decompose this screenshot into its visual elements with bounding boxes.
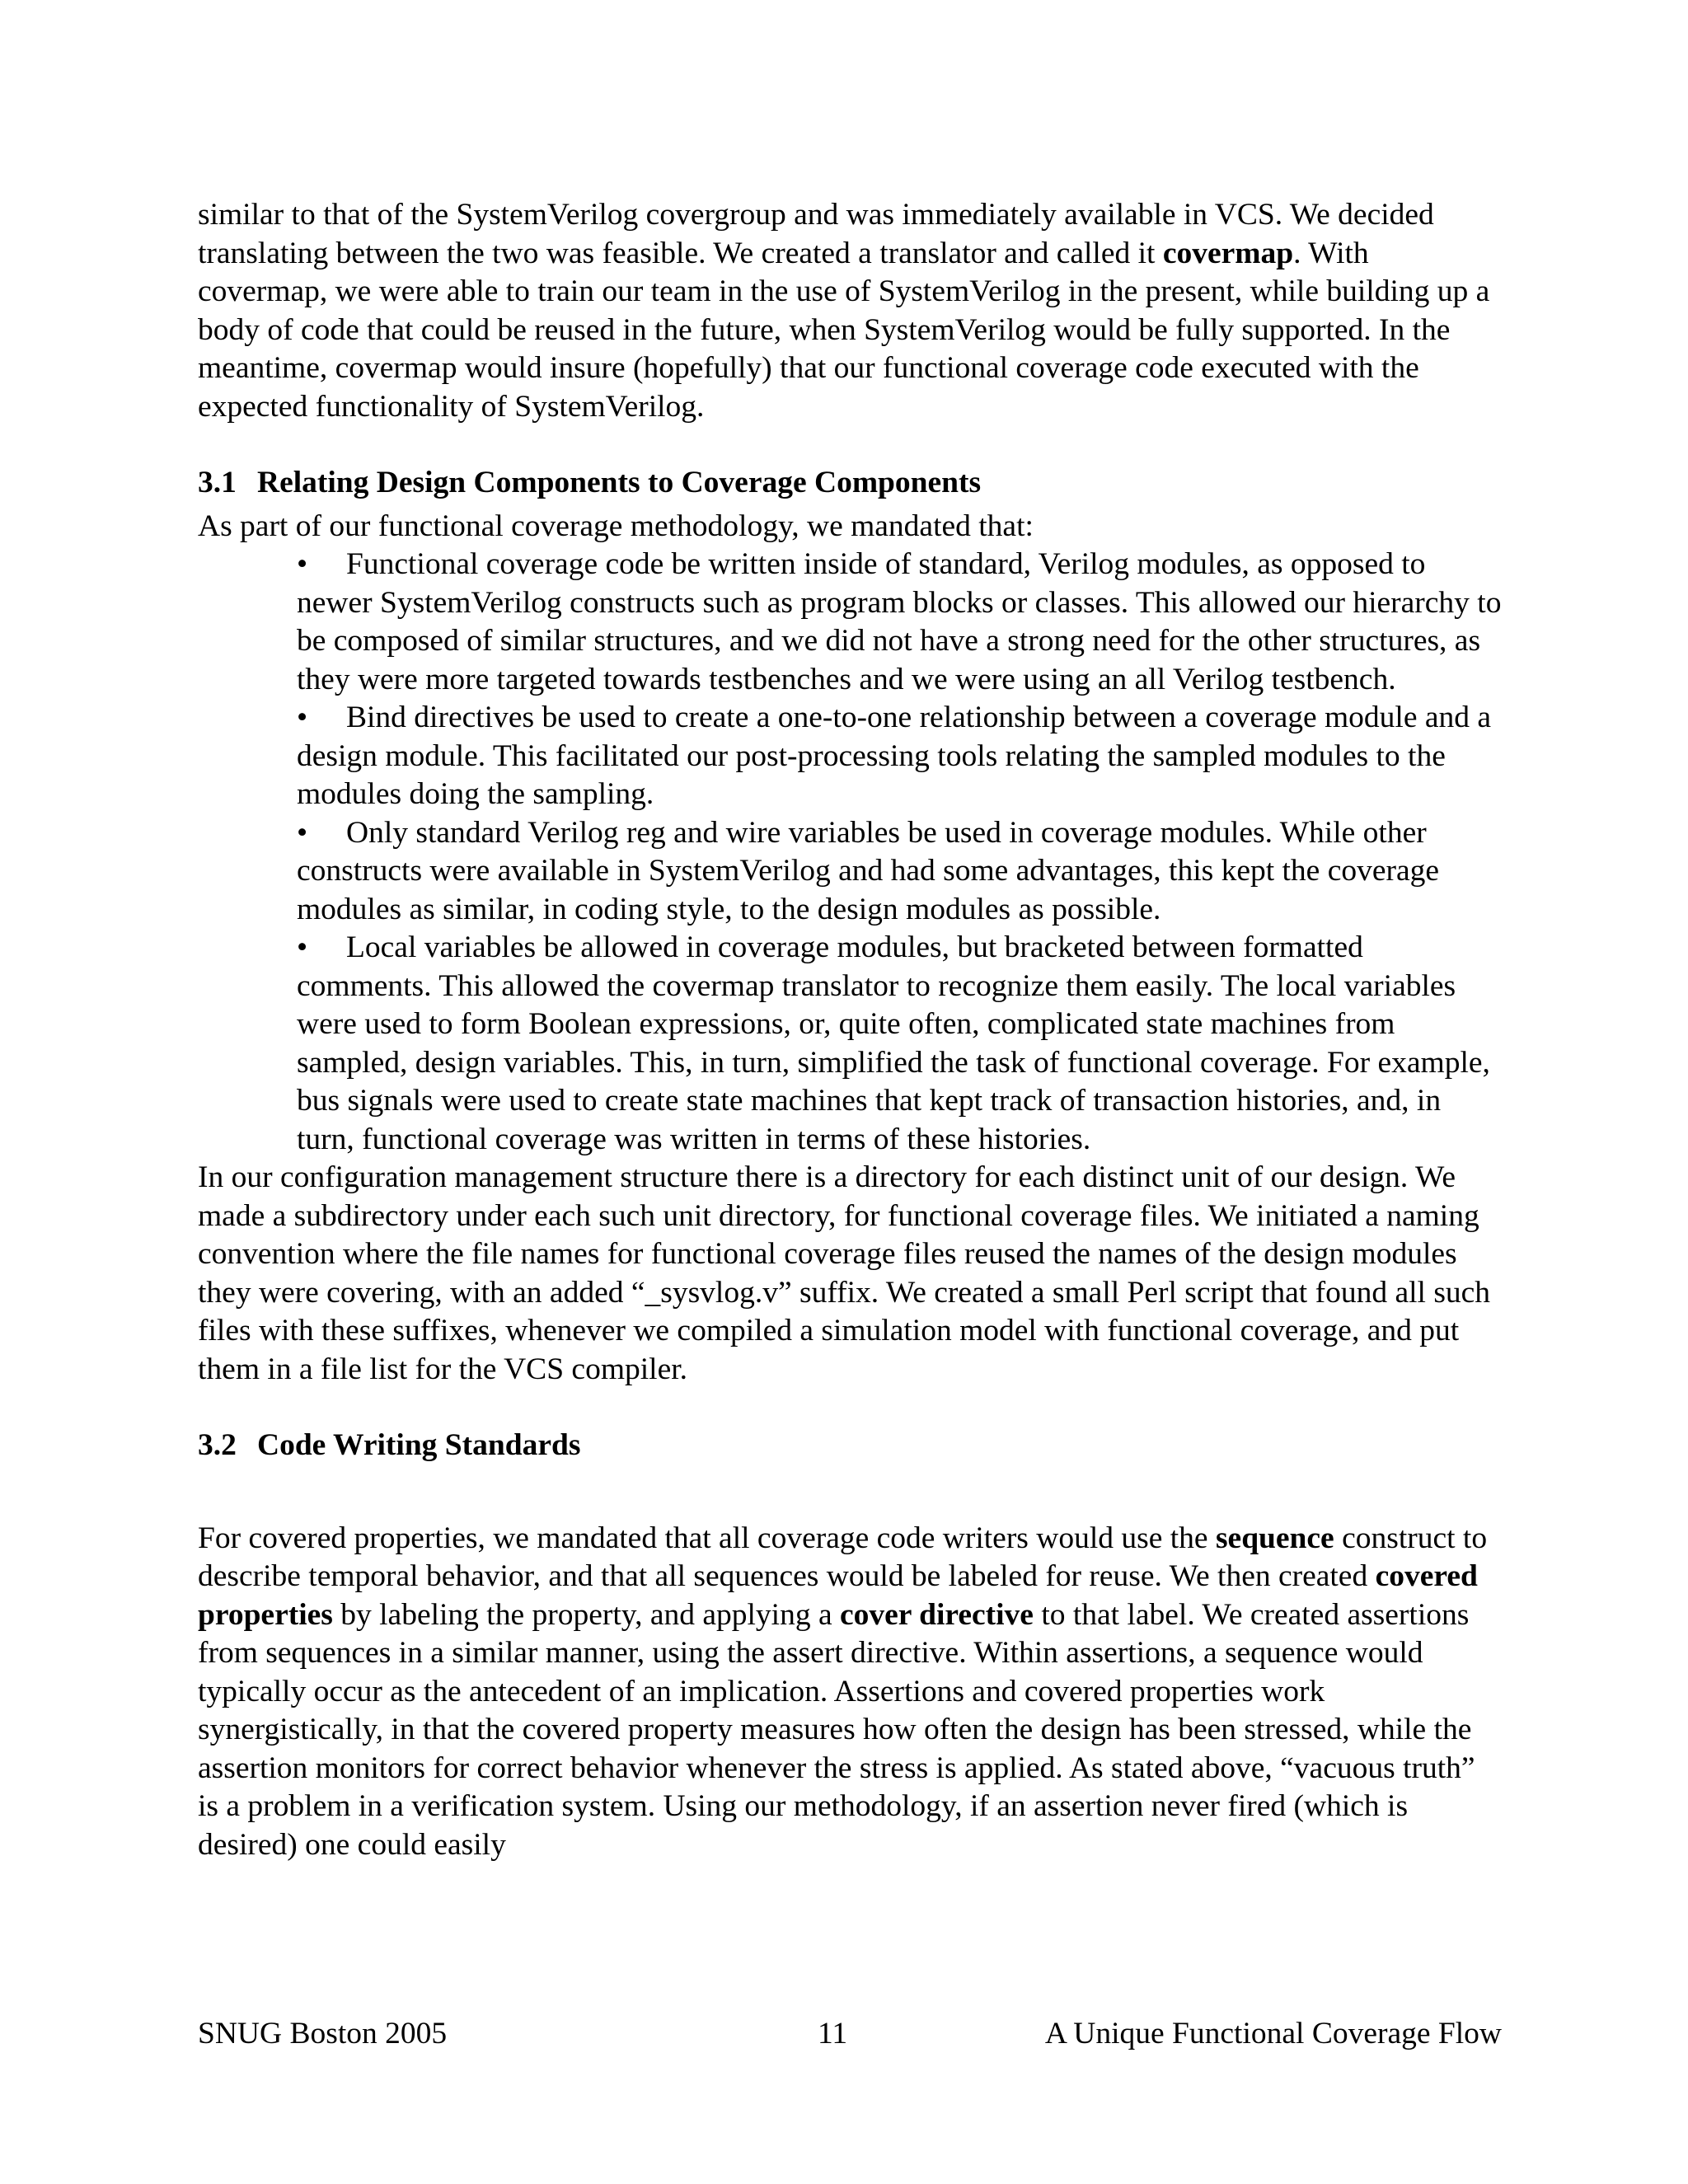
footer-conference: SNUG Boston 2005 (198, 2017, 448, 2050)
section-3-1-closing: In our configuration management structure there is a directory for each distinct unit of our design. We made a subdirectory under each such unit directory, for functional coverage files. We initiated a naming convention where the file names for functional coverage files reused the names of the design modules they were covering, with an added “_sysvlog.v” suffix. We created a small Perl script that found all such files with these suffixes, whenever we compiled a simulation model with functional coverage, and put them in a file list for the VCS compiler. (198, 1160, 1491, 1386)
section-3-1-heading (198, 464, 1502, 503)
s32-bold-cover-directive: cover directive (839, 1597, 1034, 1632)
bullet-icon: • (297, 930, 308, 964)
list-item (297, 699, 1502, 814)
list-item (297, 814, 1502, 930)
footer-page-number: 11 (818, 2017, 848, 2050)
section-3-1-lead: As part of our functional coverage methodology, we mandated that: (198, 509, 1034, 543)
bullet-icon: • (297, 815, 308, 850)
s32-bold-sequence: sequence (1215, 1521, 1334, 1555)
page-footer (198, 2015, 1502, 2056)
footer-document-title: A Unique Functional Coverage Flow (1044, 2017, 1502, 2050)
list-item-text: Functional coverage code be written inside of standard, Verilog modules, as opposed to newer SystemVerilog constructs such as program blocks or classes. This allowed our hierarchy to be composed of similar structures, and we did not have a strong need for the other structures, as they were more targeted towards testbenches and we were using an all Verilog testbench. (297, 547, 1502, 696)
section-3-2-paragraph (198, 1520, 1502, 1865)
intro-bold-covermap: covermap (1162, 236, 1294, 270)
section-3-2-title: Code Writing Standards (257, 1428, 581, 1462)
list-item (297, 929, 1502, 1159)
list-item (297, 546, 1502, 699)
list-item-text: Bind directives be used to create a one-to-one relationship between a coverage module and a design module. This facilitated our post-processing tools relating the sampled modules to the modules doing the sampling. (297, 701, 1492, 811)
page-body (198, 196, 1502, 1864)
section-3-1-number: 3.1 (198, 466, 237, 499)
intro-text-2: . With covermap, we were able to train our team in the use of SystemVerilog in the present, while building up a body of code that could be reused in the future, when SystemVerilog would be fully supported. In the meantime, covermap would insure (hopefully) that our functional coverage code executed with the expected functionality of SystemVerilog. (198, 236, 1490, 424)
section-3-1-title: Relating Design Components to Coverage Components (257, 466, 982, 499)
s32-text-3: by labeling the property, and applying a (332, 1597, 840, 1632)
bullet-icon: • (297, 547, 308, 581)
section-3-2-number: 3.2 (198, 1428, 237, 1462)
intro-text-1: similar to that of the SystemVerilog covergroup and was immediately available in VCS. We decided translating between the two was feasible. We created a translator and called it (198, 198, 1434, 270)
list-item-text: Local variables be allowed in coverage modules, but bracketed between formatted comments. This allowed the covermap translator to recognize them easily. The local variables were used to form Boolean expressions, or, quite often, complicated state machines from sampled, design variables. This, in turn, simplified the task of functional coverage. For example, bus signals were used to create state machines that kept track of transaction histories, and, in turn, functional coverage was written in terms of these histories. (297, 930, 1490, 1156)
intro-paragraph (198, 196, 1502, 426)
s32-text-1: For covered properties, we mandated that all coverage code writers would use the (198, 1521, 1216, 1555)
s32-text-2: construct to describe temporal behavior, and that all sequences would be labeled for reuse. We then created (198, 1521, 1488, 1593)
mandate-list (198, 546, 1502, 1159)
list-item-text: Only standard Verilog reg and wire variables be used in coverage modules. While other constructs were available in SystemVerilog and had some advantages, this kept the coverage modules as similar, in coding style, to the design modules as possible. (297, 815, 1440, 926)
bullet-icon: • (297, 701, 308, 734)
section-3-2-heading (198, 1427, 1502, 1465)
s32-bold-covered-properties: covered properties (198, 1559, 1478, 1632)
s32-text-4: to that label. We created assertions from sequences in a similar manner, using the assert directive. Within assertions, a sequence would typically occur as the antecedent of an implication. Assertions and covered properties work synergistically, in that the covered property measures how often the design has been stressed, while the assertion monitors for correct behavior whenever the stress is applied. As stated above, “vacuous truth” is a problem in a verification system. Using our methodology, if an assertion never fired (which is desired) one could easily (198, 1597, 1475, 1862)
